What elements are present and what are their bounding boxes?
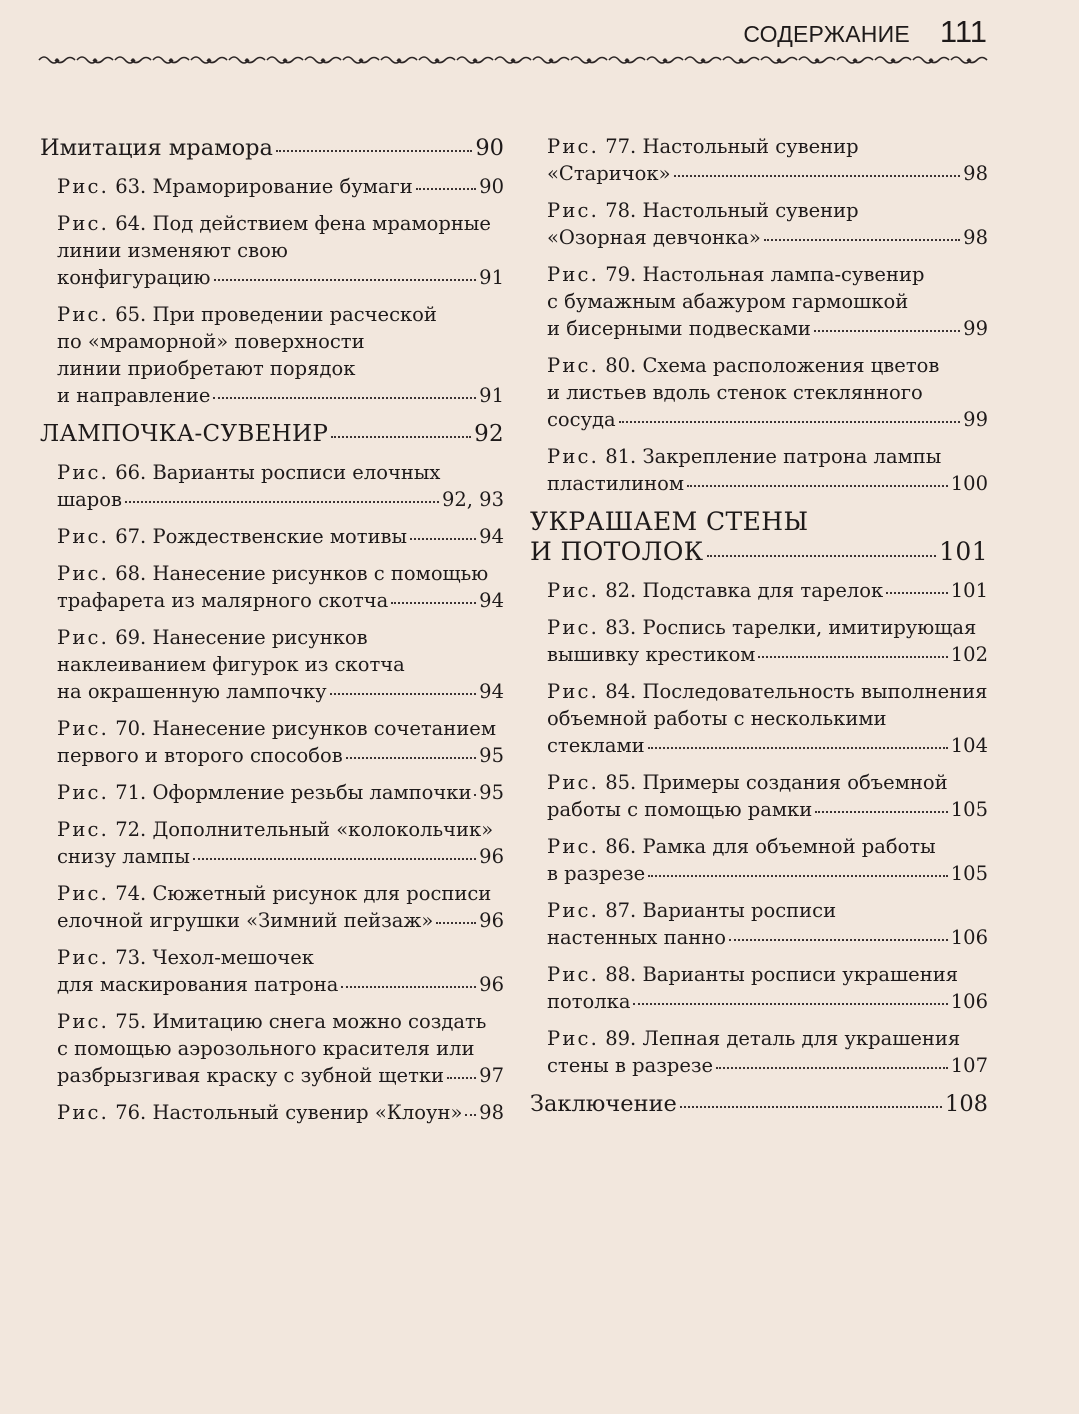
entry-line <box>57 1035 504 1062</box>
entry-line <box>57 237 504 264</box>
entry-text: 73. Чехол-мешочек <box>109 946 314 969</box>
dot-leader <box>886 592 948 594</box>
entry-page-number: 98 <box>963 162 988 185</box>
entry-line <box>547 197 988 224</box>
toc-entry <box>530 352 988 433</box>
toc-entry <box>530 443 988 497</box>
running-header <box>743 14 987 50</box>
entry-line <box>547 288 988 315</box>
dot-leader <box>764 239 960 241</box>
entry-line <box>547 833 988 860</box>
entry-last-line <box>57 843 504 870</box>
dot-leader <box>619 421 960 423</box>
entry-last-line <box>547 796 988 823</box>
figure-prefix: Рис. <box>547 680 600 703</box>
entry-last-line <box>547 641 988 668</box>
figure-prefix: Рис. <box>547 835 600 858</box>
toc-entry <box>40 173 504 200</box>
toc-entry <box>530 197 988 251</box>
dot-leader <box>680 1106 942 1108</box>
entry-text: стеклами <box>547 734 645 757</box>
entry-last-line <box>530 1089 988 1119</box>
entry-last-line <box>547 924 988 951</box>
entry-last-line <box>57 173 504 200</box>
entry-line <box>57 560 504 587</box>
entry-line <box>57 624 504 651</box>
entry-last-text <box>530 537 704 567</box>
entry-page-number: 98 <box>479 1101 504 1124</box>
dot-leader <box>416 188 476 190</box>
entry-last-text <box>547 315 811 342</box>
entry-last-line <box>547 315 988 342</box>
entry-text: первого и второго способов <box>57 744 343 767</box>
entry-text: настенных панно <box>547 926 726 949</box>
entry-page-number: 96 <box>479 973 504 996</box>
toc-entry <box>530 133 988 187</box>
figure-prefix: Рис. <box>547 354 600 377</box>
entry-page-number: 90 <box>475 135 504 161</box>
entry-last-text <box>57 678 327 705</box>
dot-leader <box>436 922 476 924</box>
dot-leader <box>707 555 937 557</box>
entry-text: 68. Нанесение рисунков с помощью <box>109 562 489 585</box>
entry-text: стены в разрезе <box>547 1054 714 1077</box>
entry-line <box>547 614 988 641</box>
dot-leader <box>716 1067 948 1069</box>
dot-leader <box>213 397 476 399</box>
entry-text: для маскирования патрона <box>57 973 339 996</box>
dot-leader <box>633 1003 947 1005</box>
entry-text: «Старичок» <box>547 162 671 185</box>
figure-prefix: Рис. <box>547 963 600 986</box>
entry-line <box>57 459 504 486</box>
dot-leader <box>648 875 948 877</box>
entry-last-line <box>57 587 504 614</box>
dot-leader <box>758 656 947 658</box>
entry-page-number: 97 <box>479 1064 504 1087</box>
entry-text: И ПОТОЛОК <box>530 537 704 566</box>
entry-text: Имитация мрамора <box>40 135 273 161</box>
entry-last-text <box>57 742 343 769</box>
entry-last-line <box>57 523 504 550</box>
entry-page-number: 106 <box>950 990 988 1013</box>
entry-line <box>547 443 988 470</box>
entry-text: и листьев вдоль стенок стеклянного <box>547 381 923 404</box>
toc-entry <box>40 459 504 513</box>
entry-text: 67. Рождественские мотивы <box>109 525 408 548</box>
entry-last-line <box>547 470 988 497</box>
entry-line <box>57 210 504 237</box>
entry-page-number: 102 <box>950 643 988 666</box>
entry-page-number: 105 <box>950 798 988 821</box>
entry-text: 79. Настольная лампа-сувенир <box>599 263 925 286</box>
entry-text: 71. Оформление резьбы лампочки <box>109 781 472 804</box>
toc-entry <box>40 419 504 449</box>
entry-text: наклеиванием фигурок из скотча <box>57 653 405 676</box>
entry-page-number: 108 <box>945 1091 988 1117</box>
entry-last-line <box>57 779 504 806</box>
entry-text: на окрашенную лампочку <box>57 680 327 703</box>
entry-last-text <box>547 224 761 251</box>
entry-last-line <box>57 742 504 769</box>
entry-last-line <box>57 1099 504 1126</box>
entry-last-text <box>57 587 388 614</box>
toc-entry <box>530 769 988 823</box>
entry-page-number: 96 <box>479 845 504 868</box>
entry-last-text <box>57 486 122 513</box>
entry-text: 82. Подставка для тарелок <box>599 579 884 602</box>
entry-page-number: 96 <box>479 909 504 932</box>
entry-page-number: 94 <box>479 680 504 703</box>
ornament-border <box>38 54 988 66</box>
entry-page-number: 105 <box>950 862 988 885</box>
dot-leader <box>674 175 961 177</box>
entry-last-text <box>547 470 684 497</box>
entry-last-text <box>547 732 645 759</box>
figure-prefix: Рис. <box>57 562 110 585</box>
figure-prefix: Рис. <box>547 616 600 639</box>
entry-text: по «мраморной» поверхности <box>57 330 365 353</box>
entry-line <box>57 880 504 907</box>
entry-text: и направление <box>57 384 211 407</box>
entry-text: 66. Варианты росписи елочных <box>109 461 441 484</box>
entry-line <box>57 816 504 843</box>
dot-leader <box>331 436 471 438</box>
entry-last-line <box>57 382 504 409</box>
toc-entry <box>40 816 504 870</box>
toc-entry <box>530 507 988 567</box>
entry-text: линии изменяют свою <box>57 239 288 262</box>
entry-last-text <box>57 779 471 806</box>
figure-prefix: Рис. <box>547 771 600 794</box>
figure-prefix: Рис. <box>57 303 110 326</box>
figure-prefix: Рис. <box>57 882 110 905</box>
entry-text: 72. Дополнительный «колокольчик» <box>109 818 494 841</box>
header-label: СОДЕРЖАНИЕ <box>743 21 910 47</box>
entry-text: с бумажным абажуром гармошкой <box>547 290 909 313</box>
entry-page-number: 107 <box>950 1054 988 1077</box>
toc-entry <box>40 1008 504 1089</box>
toc-entry <box>40 560 504 614</box>
entry-text: снизу лампы <box>57 845 190 868</box>
entry-line <box>57 715 504 742</box>
entry-text: 88. Варианты росписи украшения <box>599 963 959 986</box>
entry-page-number: 98 <box>963 226 988 249</box>
dot-leader <box>474 794 476 796</box>
entry-last-line <box>57 678 504 705</box>
entry-last-text <box>547 577 883 604</box>
entry-text: 63. Мраморирование бумаги <box>109 175 413 198</box>
entry-last-line <box>547 988 988 1015</box>
entry-text: разбрызгивая краску с зубной щетки <box>57 1064 445 1087</box>
entry-last-line <box>57 1062 504 1089</box>
entry-line <box>57 355 504 382</box>
entry-text: 69. Нанесение рисунков <box>109 626 368 649</box>
toc-entry <box>40 523 504 550</box>
figure-prefix: Рис. <box>57 717 110 740</box>
dot-leader <box>465 1114 476 1116</box>
entry-text: 81. Закрепление патрона лампы <box>599 445 942 468</box>
entry-last-line <box>547 732 988 759</box>
entry-text: 76. Настольный сувенир «Клоун» <box>109 1101 463 1124</box>
figure-prefix: Рис. <box>547 1027 600 1050</box>
entry-last-text <box>57 264 211 291</box>
toc-entry <box>40 301 504 409</box>
entry-page-number: 104 <box>950 734 988 757</box>
entry-last-line <box>547 860 988 887</box>
dot-leader <box>729 939 948 941</box>
entry-text: 87. Варианты росписи <box>599 899 837 922</box>
entry-line <box>530 507 988 537</box>
entry-line <box>547 379 988 406</box>
entry-page-number: 90 <box>479 175 504 198</box>
entry-page-number: 92, 93 <box>441 488 504 511</box>
entry-last-text <box>547 988 630 1015</box>
entry-page-number: 94 <box>479 589 504 612</box>
entry-line <box>57 301 504 328</box>
toc-entry <box>40 133 504 163</box>
entry-last-text <box>40 133 273 163</box>
entry-text: в разрезе <box>547 862 646 885</box>
entry-text: 86. Рамка для объемной работы <box>599 835 936 858</box>
entry-last-text <box>547 860 645 887</box>
dot-leader <box>410 538 476 540</box>
entry-line <box>57 328 504 355</box>
entry-last-line <box>547 1052 988 1079</box>
entry-text: елочной игрушки «Зимний пейзаж» <box>57 909 434 932</box>
entry-text: с помощью аэрозольного красителя или <box>57 1037 475 1060</box>
toc-entry <box>530 1025 988 1079</box>
figure-prefix: Рис. <box>57 212 110 235</box>
entry-last-line <box>530 537 988 567</box>
entry-text: работы с помощью рамки <box>547 798 813 821</box>
entry-last-line <box>57 264 504 291</box>
dot-leader <box>276 150 472 152</box>
entry-page-number: 95 <box>479 781 504 804</box>
dot-leader <box>814 330 960 332</box>
toc-entry <box>40 624 504 705</box>
entry-text: 78. Настольный сувенир <box>599 199 859 222</box>
entry-text: трафарета из малярного скотча <box>57 589 389 612</box>
entry-text: 64. Под действием фена мраморные <box>109 212 491 235</box>
figure-prefix: Рис. <box>57 946 110 969</box>
entry-text: УКРАШАЕМ СТЕНЫ <box>530 507 809 536</box>
toc-entry <box>530 577 988 604</box>
toc-entry <box>530 614 988 668</box>
entry-page-number: 99 <box>963 317 988 340</box>
toc-entry <box>40 1099 504 1126</box>
entry-page-number: 99 <box>963 408 988 431</box>
entry-page-number: 95 <box>479 744 504 767</box>
entry-text: Заключение <box>530 1091 677 1117</box>
toc-entry <box>530 678 988 759</box>
figure-prefix: Рис. <box>57 461 110 484</box>
entry-last-text <box>530 1089 677 1119</box>
entry-text: 77. Настольный сувенир <box>599 135 859 158</box>
entry-text: конфигурацию <box>57 266 211 289</box>
entry-last-text <box>547 796 812 823</box>
entry-text: вышивку крестиком <box>547 643 756 666</box>
entry-line <box>547 1025 988 1052</box>
toc-entry <box>40 715 504 769</box>
dot-leader <box>447 1077 476 1079</box>
entry-last-line <box>547 406 988 433</box>
entry-line <box>547 352 988 379</box>
entry-page-number: 91 <box>479 266 504 289</box>
dot-leader <box>648 747 948 749</box>
entry-text: сосуда <box>547 408 616 431</box>
entry-text: шаров <box>57 488 122 511</box>
dot-leader <box>214 279 477 281</box>
contents-column-left <box>40 133 504 1136</box>
entry-last-line <box>547 224 988 251</box>
dot-leader <box>391 602 476 604</box>
toc-entry <box>530 897 988 951</box>
figure-prefix: Рис. <box>57 175 110 198</box>
toc-entry <box>530 261 988 342</box>
entry-last-line <box>57 486 504 513</box>
figure-prefix: Рис. <box>57 626 110 649</box>
entry-text: 80. Схема расположения цветов <box>599 354 940 377</box>
figure-prefix: Рис. <box>57 525 110 548</box>
entry-text: и бисерными подвесками <box>547 317 811 340</box>
entry-text: 83. Роспись тарелки, имитирующая <box>599 616 977 639</box>
toc-entry <box>40 779 504 806</box>
entry-last-text <box>547 160 671 187</box>
figure-prefix: Рис. <box>547 445 600 468</box>
entry-last-text <box>57 1062 444 1089</box>
entry-page-number: 94 <box>479 525 504 548</box>
figure-prefix: Рис. <box>547 263 600 286</box>
figure-prefix: Рис. <box>547 899 600 922</box>
dot-leader <box>687 485 948 487</box>
entry-last-text <box>57 907 433 934</box>
entry-last-line <box>40 133 504 163</box>
figure-prefix: Рис. <box>57 1010 110 1033</box>
toc-entry <box>40 880 504 934</box>
entry-last-line <box>547 577 988 604</box>
entry-last-text <box>547 924 726 951</box>
entry-text: пластилином <box>547 472 685 495</box>
entry-text: 75. Имитацию снега можно создать <box>109 1010 487 1033</box>
entry-page-number: 91 <box>479 384 504 407</box>
page-number: 111 <box>939 14 987 49</box>
entry-last-text <box>57 382 210 409</box>
figure-prefix: Рис. <box>57 781 110 804</box>
entry-line <box>547 769 988 796</box>
figure-prefix: Рис. <box>547 199 600 222</box>
entry-text: «Озорная девчонка» <box>547 226 761 249</box>
toc-entry <box>530 833 988 887</box>
dot-leader <box>815 811 948 813</box>
entry-line <box>57 944 504 971</box>
entry-last-text <box>57 1099 462 1126</box>
entry-text: потолка <box>547 990 631 1013</box>
entry-text: линии приобретают порядок <box>57 357 356 380</box>
entry-last-text <box>547 1052 713 1079</box>
dot-leader <box>330 693 477 695</box>
entry-text: ЛАМПОЧКА-СУВЕНИР <box>40 421 329 447</box>
entry-last-line <box>57 907 504 934</box>
entry-line <box>547 678 988 705</box>
entry-line <box>547 961 988 988</box>
toc-entry <box>530 961 988 1015</box>
figure-prefix: Рис. <box>57 1101 110 1124</box>
entry-line <box>57 1008 504 1035</box>
entry-last-line <box>40 419 504 449</box>
entry-line <box>547 133 988 160</box>
entry-text: 89. Лепная деталь для украшения <box>599 1027 961 1050</box>
toc-entry <box>40 944 504 998</box>
entry-page-number: 106 <box>950 926 988 949</box>
entry-line <box>57 651 504 678</box>
entry-last-text <box>57 173 413 200</box>
toc-entry <box>40 210 504 291</box>
entry-text: 74. Сюжетный рисунок для росписи <box>109 882 492 905</box>
entry-page-number: 101 <box>950 579 988 602</box>
figure-prefix: Рис. <box>547 579 600 602</box>
entry-page-number: 101 <box>939 537 988 566</box>
entry-text: 65. При проведении расческой <box>109 303 437 326</box>
figure-prefix: Рис. <box>57 818 110 841</box>
entry-text: 85. Примеры создания объемной <box>599 771 948 794</box>
entry-last-text <box>40 419 328 449</box>
entry-page-number: 92 <box>474 421 504 447</box>
entry-text: 70. Нанесение рисунков сочетанием <box>109 717 496 740</box>
entry-last-text <box>57 523 407 550</box>
entry-last-text <box>57 971 338 998</box>
entry-last-line <box>57 971 504 998</box>
entry-last-line <box>547 160 988 187</box>
dot-leader <box>193 858 476 860</box>
dot-leader <box>341 986 476 988</box>
contents-column-right <box>530 133 988 1129</box>
entry-text: объемной работы с несколькими <box>547 707 887 730</box>
entry-last-text <box>547 641 755 668</box>
entry-text: 84. Последовательность выполнения <box>599 680 988 703</box>
entry-last-text <box>547 406 616 433</box>
dot-leader <box>346 757 476 759</box>
entry-line <box>547 897 988 924</box>
dot-leader <box>125 501 439 503</box>
entry-line <box>547 261 988 288</box>
figure-prefix: Рис. <box>547 135 600 158</box>
toc-entry <box>530 1089 988 1119</box>
entry-last-text <box>57 843 190 870</box>
entry-line <box>547 705 988 732</box>
entry-page-number: 100 <box>950 472 988 495</box>
